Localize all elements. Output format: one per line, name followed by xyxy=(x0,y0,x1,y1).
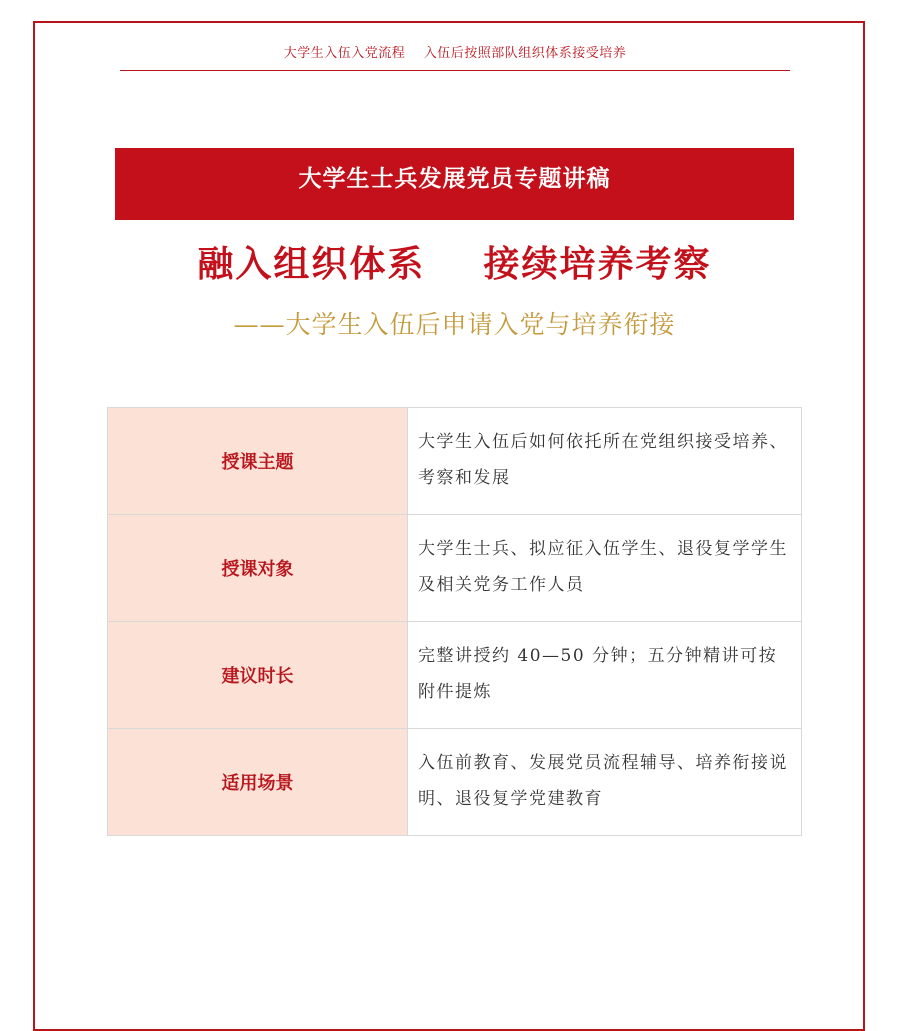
table-row xyxy=(108,408,802,515)
row-value-audience: 大学生士兵、拟应征入伍学生、退役复学学生及相关党务工作人员 xyxy=(408,515,802,622)
table-row xyxy=(108,515,802,622)
main-title: 融入组织体系 接续培养考察 xyxy=(197,244,712,285)
row-value-topic: 大学生入伍后如何依托所在党组织接受培养、考察和发展 xyxy=(408,408,802,515)
table-row xyxy=(108,622,802,729)
running-header: 大学生入伍入党流程 入伍后按照部队组织体系接受培养 xyxy=(283,46,627,61)
row-value-scenario: 入伍前教育、发展党员流程辅导、培养衔接说明、退役复学党建教育 xyxy=(408,729,802,836)
table-row xyxy=(108,729,802,836)
banner-label: 大学生士兵发展党员专题讲稿 xyxy=(298,166,611,192)
row-label-topic: 授课主题 xyxy=(108,408,408,515)
subtitle: ——大学生入伍后申请入党与培养衔接 xyxy=(233,310,676,339)
row-value-duration: 完整讲授约 40—50 分钟；五分钟精讲可按附件提炼 xyxy=(408,622,802,729)
title-banner xyxy=(115,148,794,220)
header-divider xyxy=(120,70,790,71)
row-label-duration: 建议时长 xyxy=(108,622,408,729)
course-info-table xyxy=(107,407,802,836)
row-label-scenario: 适用场景 xyxy=(108,729,408,836)
row-label-audience: 授课对象 xyxy=(108,515,408,622)
